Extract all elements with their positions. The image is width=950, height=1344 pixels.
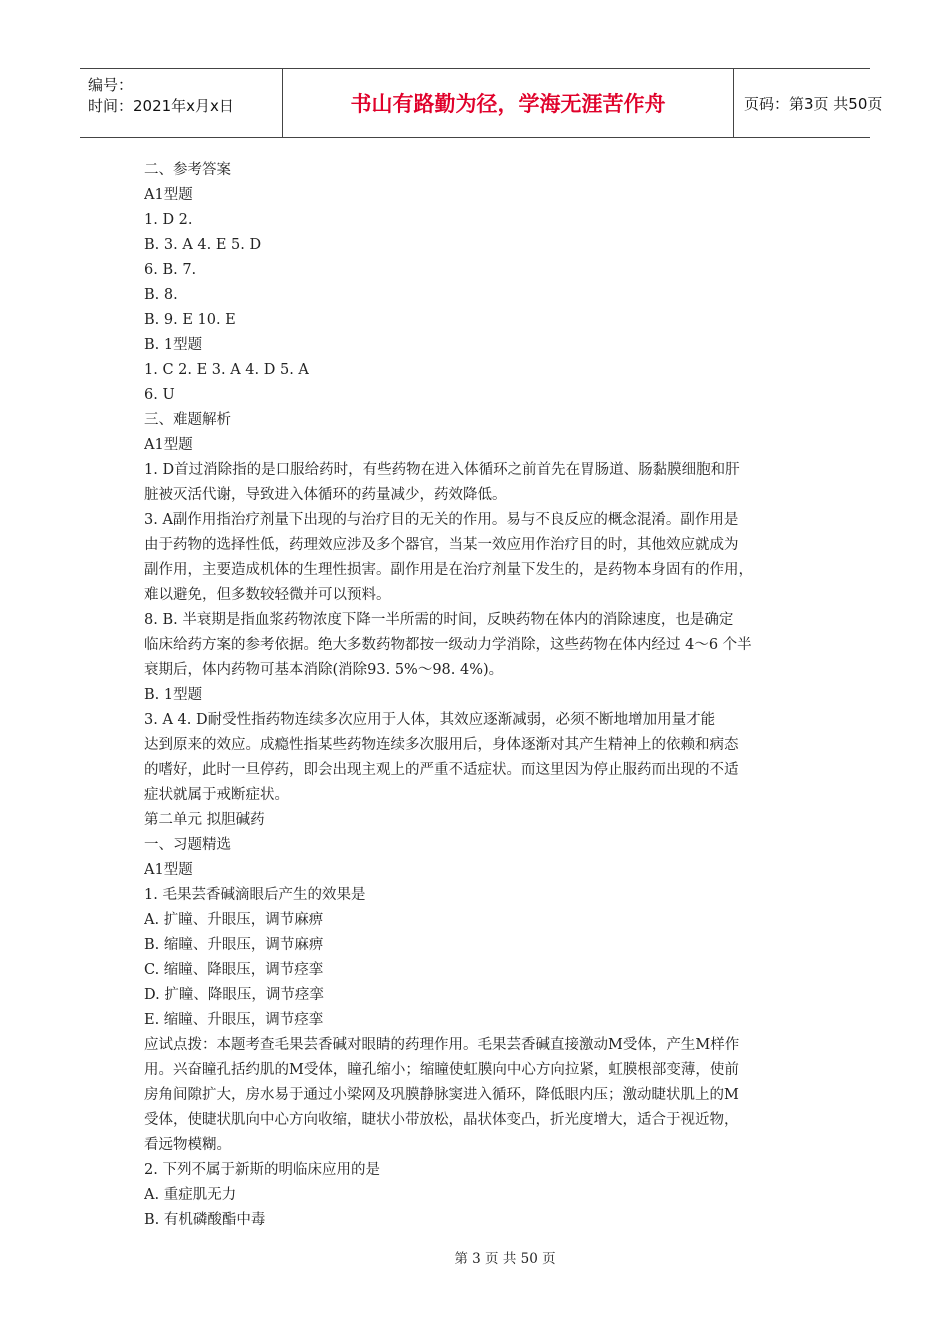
text-line: C. 缩瞳、降眼压，调节痉挛 [144,962,324,978]
text-line: 达到原来的效应。成瘾性指某些药物连续多次服用后，身体逐渐对其产生精神上的依赖和病态 [144,737,739,753]
text-line: 1. D首过消除指的是口服给药时，有些药物在进入体循环之前首先在胃肠道、肠黏膜细胞和肝 [144,462,740,478]
text-line: 应试点拨：本题考查毛果芸香碱对眼睛的药理作用。毛果芸香碱直接激动M受体，产生M样作 [144,1037,740,1053]
text-line: 6. B. 7. [144,262,197,278]
text-line: 受体，使睫状肌向中心方向收缩，睫状小带放松，晶状体变凸，折光度增大，适合于视近物， [144,1112,739,1128]
document-number-label: 编号： [88,76,134,94]
document-time-label: 时间：2021年x月x日 [88,97,234,115]
text-line: B. 有机磷酸酯中毒 [144,1212,266,1228]
text-line: 临床给药方案的参考依据。绝大多数药物都按一级动力学消除，这些药物在体内经过 4～6 个半 [144,637,752,653]
text-line: 副作用，主要造成机体的生理性损害。副作用是在治疗剂量下发生的，是药物本身固有的作用， [144,562,753,578]
page-footer: 第 3 页 共 50 页 [454,1251,556,1267]
text-line: 6. U [144,387,175,403]
text-line: 一、习题精选 [144,837,231,853]
document-body [144,158,824,1233]
text-line: 2. 下列不属于新斯的明临床应用的是 [144,1162,380,1178]
text-line: 衰期后，体内药物可基本消除(消除93. 5%～98. 4%)。 [144,662,504,678]
text-line: 看远物模糊。 [144,1137,231,1153]
page-header [80,68,883,138]
text-line: A. 扩瞳、升眼压，调节麻痹 [144,912,324,928]
text-line: 3. A副作用指治疗剂量下出现的与治疗目的无关的作用。易与不良反应的概念混淆。副作用是 [144,512,739,528]
text-line: 1. D 2. [144,212,193,228]
text-line: 8. B. 半衰期是指血浆药物浓度下降一半所需的时间，反映药物在体内的消除速度，也是确定 [144,612,734,628]
text-line: B. 1型题 [144,337,203,353]
text-line: 第二单元 拟胆碱药 [144,812,265,828]
text-line: A1型题 [144,437,193,453]
text-line: 的嗜好，此时一旦停药，即会出现主观上的严重不适症状。而这里因为停止服药而出现的不适 [144,762,739,778]
text-line: 由于药物的选择性低，药理效应涉及多个器官，当某一效应用作治疗目的时，其他效应就成为 [144,537,739,553]
text-line: 1. 毛果芸香碱滴眼后产生的效果是 [144,887,366,903]
text-line: B. 1型题 [144,687,203,703]
text-line: A1型题 [144,187,193,203]
text-line: 难以避免，但多数较轻微并可以预料。 [144,587,391,603]
text-line: B. 3. A 4. E 5. D [144,237,262,253]
header-motto: 书山有路勤为径，学海无涯苦作舟 [282,69,734,137]
text-line: B. 缩瞳、升眼压，调节麻痹 [144,937,324,953]
text-line: B. 9. E 10. E [144,312,236,328]
text-line: 1. C 2. E 3. A 4. D 5. A [144,362,309,378]
text-line: 症状就属于戒断症状。 [144,787,289,803]
text-line: D. 扩瞳、降眼压，调节痉挛 [144,987,324,1003]
text-line: A1型题 [144,862,193,878]
text-line: 用。兴奋瞳孔括约肌的M受体，瞳孔缩小；缩瞳使虹膜向中心方向拉紧，虹膜根部变薄，使前 [144,1062,739,1078]
text-line: 二、参考答案 [144,162,231,178]
text-line: 脏被灭活代谢，导致进入体循环的药量减少，药效降低。 [144,487,507,503]
text-line: 三、难题解析 [144,412,231,428]
header-page-number: 页码：第3页 共50页 [744,94,883,113]
header-meta [80,69,282,137]
text-line: A. 重症肌无力 [144,1187,237,1203]
text-line: 3. A 4. D耐受性指药物连续多次应用于人体，其效应逐渐减弱，必须不断地增加用量才能 [144,712,716,728]
text-line: 房角间隙扩大，房水易于通过小梁网及巩膜静脉窦进入循环，降低眼内压；激动睫状肌上的M [144,1087,739,1103]
text-line: B. 8. [144,287,178,303]
text-line: E. 缩瞳、升眼压，调节痉挛 [144,1012,324,1028]
